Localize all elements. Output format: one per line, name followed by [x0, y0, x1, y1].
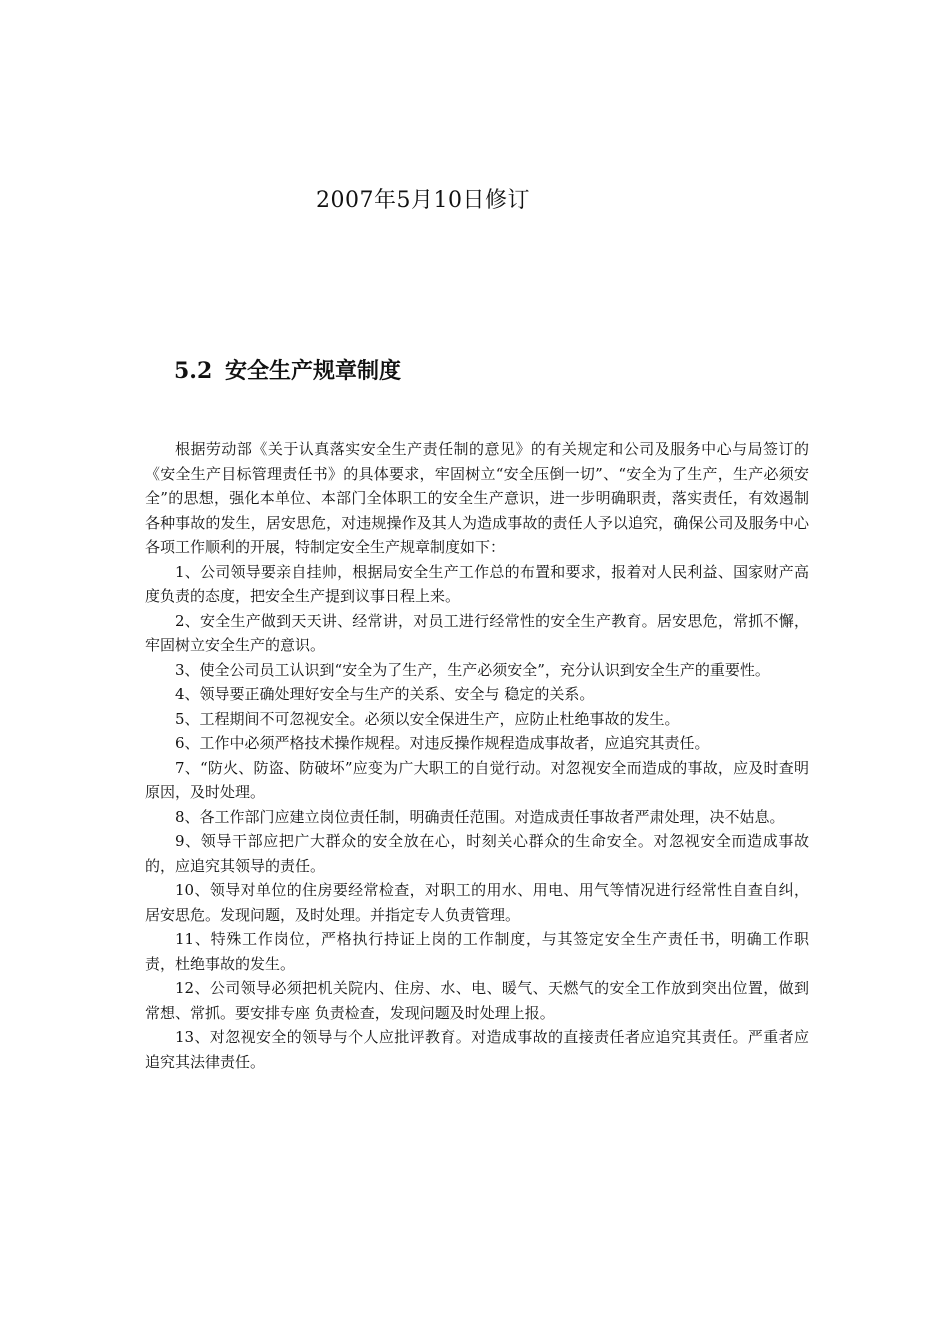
intro-paragraph: 根据劳动部《关于认真落实安全生产责任制的意见》的有关规定和公司及服务中心与局签订的《安全生产目标管理责任书》的具体要求，牢固树立“安全压倒一切”、“安全为了生产，生产必须安全”的思想，强化本单位、本部门全体职工的安全生产意识，进一步明确职责，落实责任，有效遏制各种事故的发生，居安思危，对违规操作及其人为造成事故的责任人予以追究，确保公司及服务中心各项工作顺利的开展，特制定安全生产规章制度如下： [145, 440, 809, 556]
section-number: 5.2 [174, 358, 213, 384]
revision-date: 2007年5月10日修订 [316, 188, 530, 213]
rule-item-5: 5、工程期间不可忽视安全。必须以安全保进生产，应防止杜绝事故的发生。 [175, 709, 680, 728]
rule-item-8: 8、各工作部门应建立岗位责任制，明确责任范围。对造成责任事故者严肃处理，决不姑息。 [175, 807, 785, 826]
rule-item-10: 10、领导对单位的住房要经常检查，对职工的用水、用电、用气等情况进行经常性自查自纠，居安思危。发现问题，及时处理。并指定专人负责管理。 [145, 881, 809, 924]
rule-item-9: 9、领导干部应把广大群众的安全放在心，时刻关心群众的生命安全。对忽视安全而造成事故的，应追究其领导的责任。 [145, 832, 809, 875]
rule-item-11: 11、特殊工作岗位，严格执行持证上岗的工作制度，与其签定安全生产责任书，明确工作职责，杜绝事故的发生。 [145, 930, 809, 973]
rule-item-13: 13、对忽视安全的领导与个人应批评教育。对造成事故的直接责任者应追究其责任。严重者应追究其法律责任。 [145, 1028, 809, 1071]
rule-item-4: 4、领导要正确处理好安全与生产的关系、安全与 稳定的关系。 [175, 685, 595, 703]
rule-item-3: 3、使全公司员工认识到“安全为了生产，生产必须安全”，充分认识到安全生产的重要性。 [175, 660, 770, 679]
rule-item-1: 1、公司领导要亲自挂帅，根据局安全生产工作总的布置和要求，报着对人民利益、国家财产高度负责的态度，把安全生产提到议事日程上来。 [145, 562, 809, 605]
section-title: 安全生产规章制度 [225, 358, 402, 384]
rule-item-12: 12、公司领导必须把机关院内、住房、水、电、暖气、天燃气的安全工作放到突出位置，做到常想、常抓。要安排专座 负责检查，发现问题及时处理上报。 [145, 979, 809, 1022]
section-heading [174, 354, 401, 385]
rule-item-2: 2、安全生产做到天天讲、经常讲，对员工进行经常性的安全生产教育。居安思危，常抓不懈，牢固树立安全生产的意识。 [145, 611, 809, 654]
rule-item-6: 6、工作中必须严格技术操作规程。对违反操作规程造成事故者，应追究其责任。 [175, 734, 710, 752]
document-body [145, 437, 809, 1074]
rule-item-7: 7、“防火、防盗、防破坏”应变为广大职工的自觉行动。对忽视安全而造成的事故，应及时查明原因，及时处理。 [145, 758, 809, 801]
